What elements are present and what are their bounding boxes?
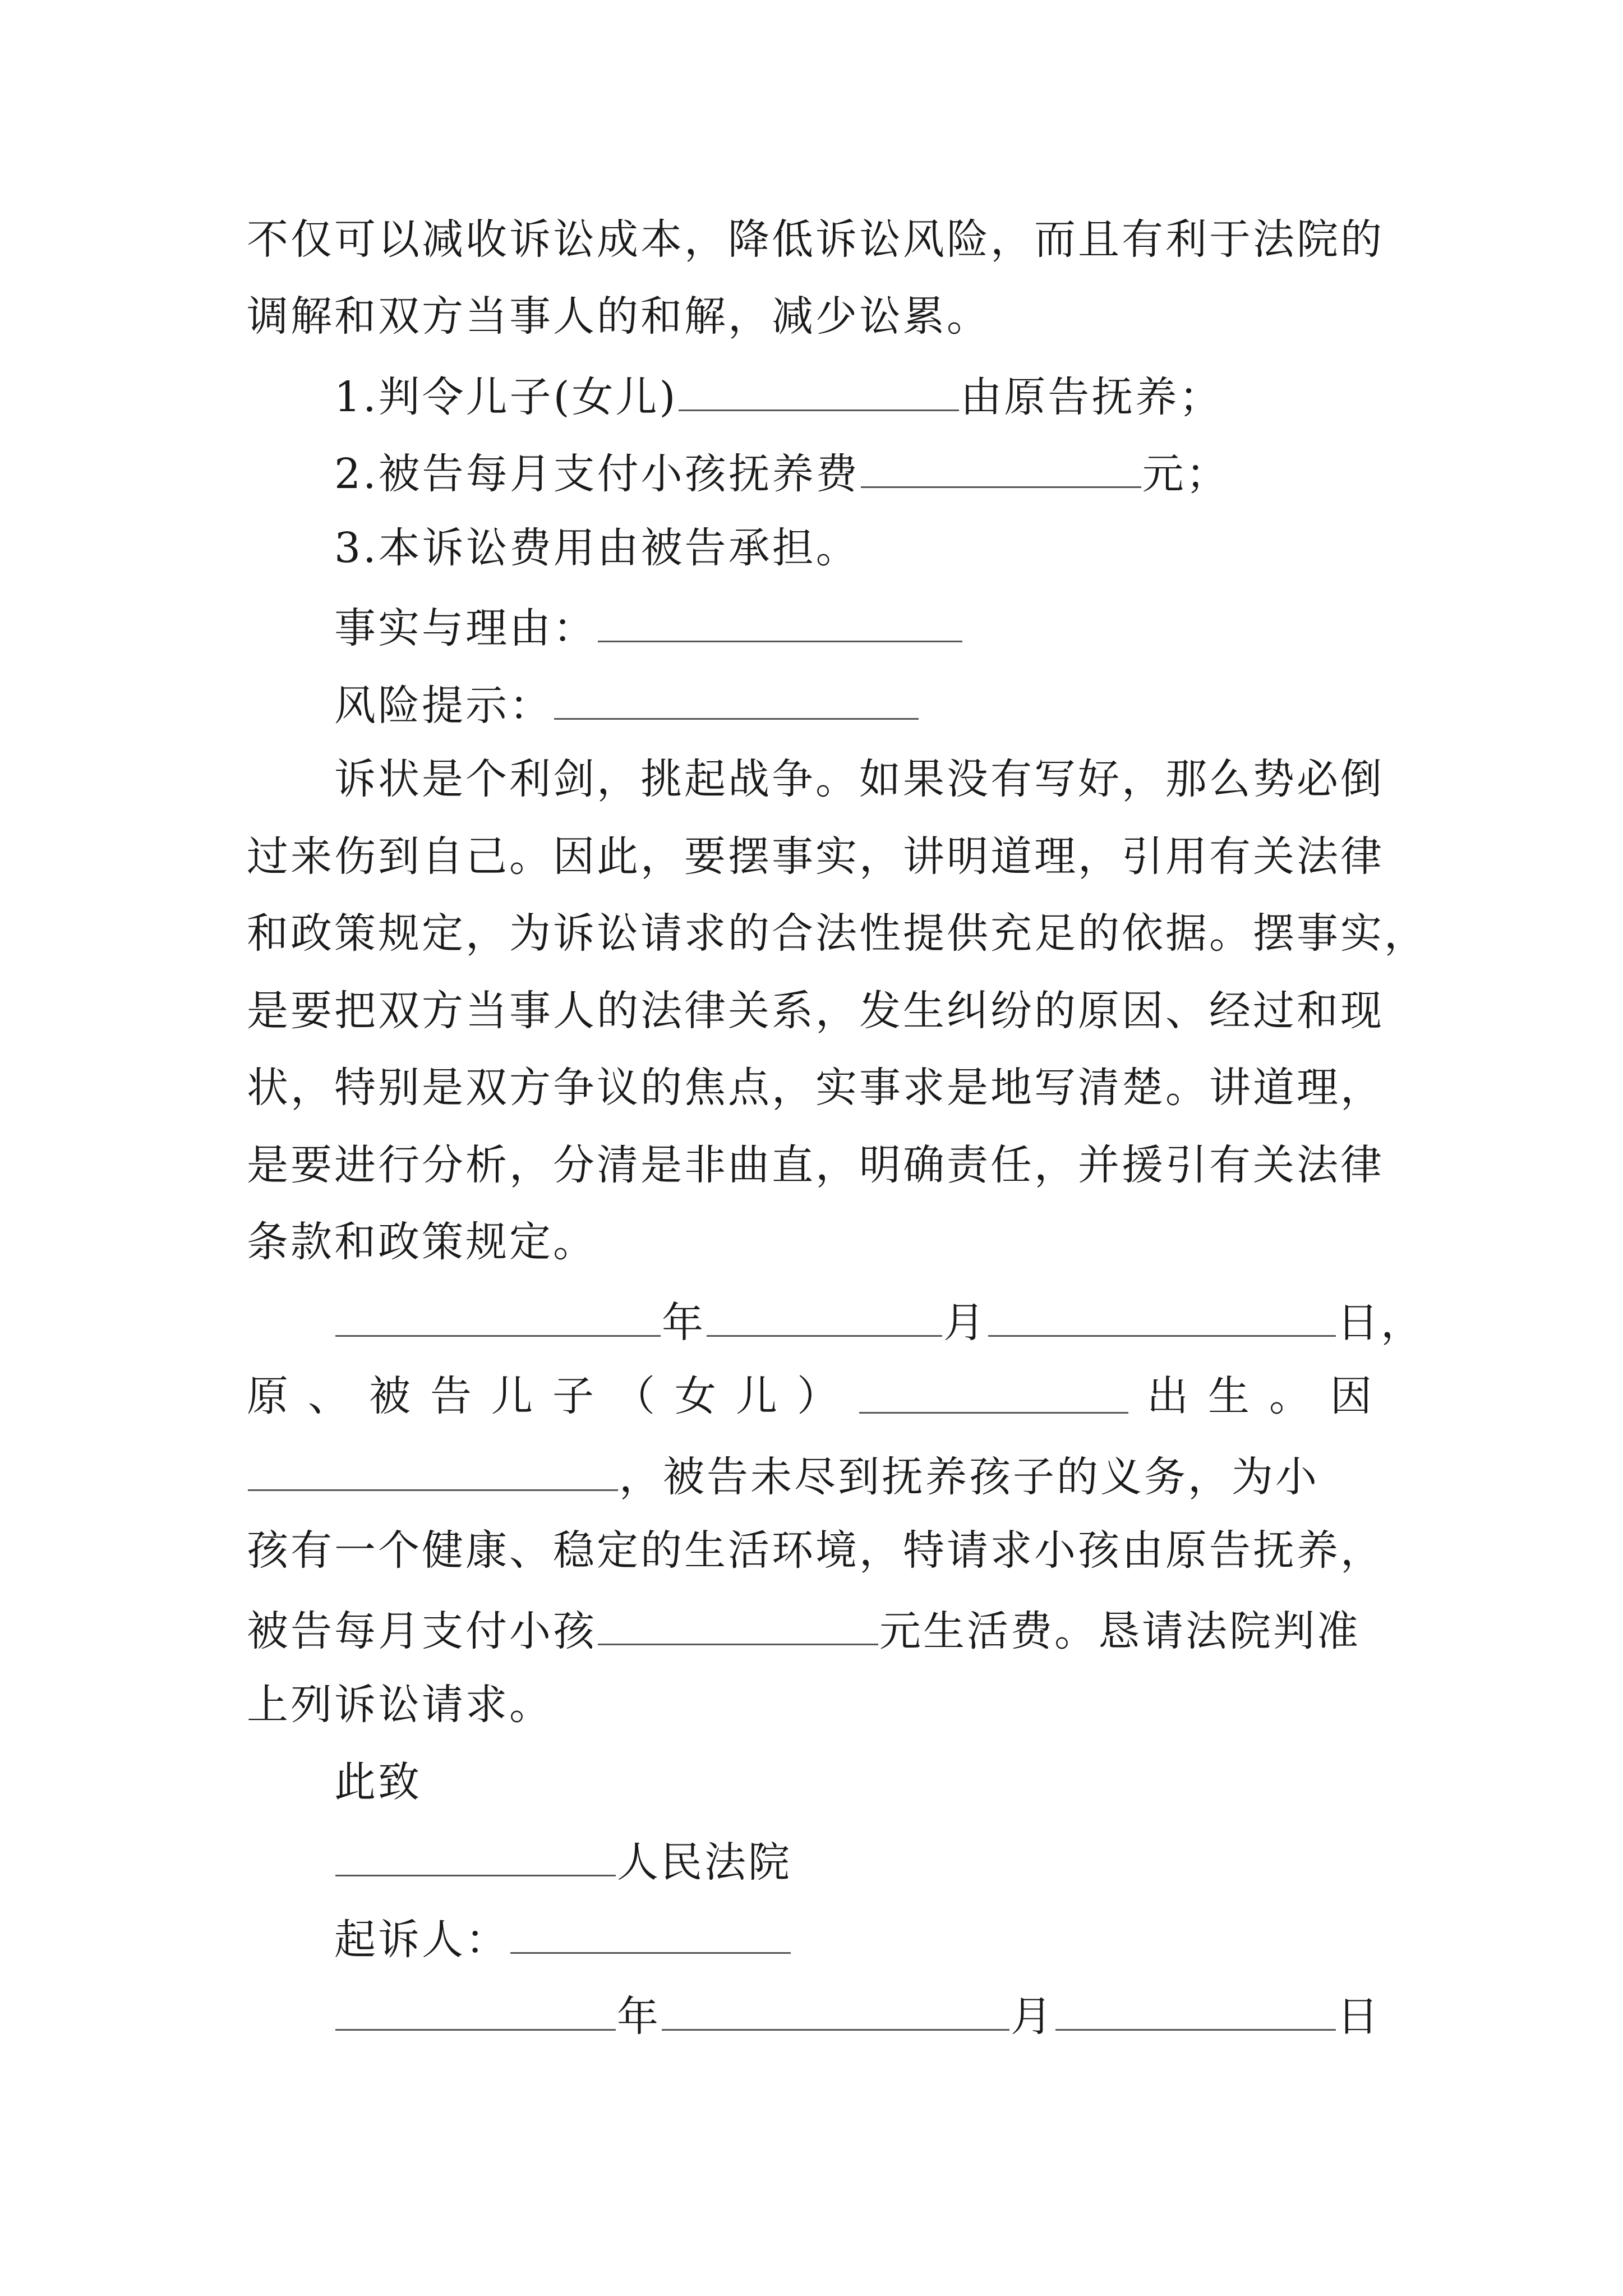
paragraph-line: 孩有一个健康、稳定的生活环境，特请求小孩由原告抚养， — [247, 1526, 1384, 1575]
blank-field[interactable] — [335, 1299, 661, 1337]
sign-date-row — [334, 1993, 1381, 2041]
blank-field[interactable] — [510, 1916, 791, 1954]
risk-paragraph-line: 和政策规定，为诉讼请求的合法性提供充足的依据。摆事实， — [247, 909, 1428, 958]
text-char: 。 — [1269, 1372, 1313, 1420]
text-char: 女 — [675, 1372, 718, 1420]
text-char: 出 — [1147, 1372, 1191, 1420]
blank-field[interactable] — [335, 1993, 616, 2031]
text-char: 原 — [247, 1372, 291, 1420]
text-char: 被 — [369, 1372, 413, 1420]
blank-field[interactable] — [598, 604, 962, 642]
risk-paragraph-line: 是要把双方当事人的法律关系，发生纠纷的原因、经过和现 — [247, 987, 1384, 1035]
text-char: 、 — [308, 1372, 352, 1420]
claim-1 — [334, 373, 1223, 422]
text-char: （ — [614, 1372, 657, 1420]
claim-2 — [334, 450, 1230, 499]
risk-paragraph-line: 是要进行分析，分清是非曲直，明确责任，并援引有关法律 — [247, 1141, 1384, 1189]
year-label: 年 — [662, 1299, 706, 1347]
text-char: 生 — [1208, 1372, 1252, 1420]
risk-paragraph-line: 条款和政策规定。 — [247, 1218, 597, 1266]
claim-1-text: 1.判令儿子(女儿) — [334, 373, 678, 422]
court-label: 人民法院 — [617, 1838, 792, 1887]
text-char: 儿 — [491, 1372, 535, 1420]
blank-field[interactable] — [859, 1375, 1128, 1414]
blank-field[interactable] — [679, 373, 959, 411]
blank-field[interactable] — [861, 450, 1141, 488]
blank-field[interactable] — [707, 1299, 942, 1337]
reason-row — [247, 1453, 1319, 1502]
claim-3: 3.本诉讼费用由被告承担。 — [334, 524, 860, 572]
text-char: 因 — [1330, 1372, 1374, 1420]
text-char: 儿 — [736, 1372, 780, 1420]
blank-field[interactable] — [988, 1299, 1336, 1337]
risk-paragraph-line: 过来伤到自己。因此，要摆事实，讲明道理，引用有关法律 — [247, 832, 1384, 881]
month-label: 月 — [943, 1299, 987, 1347]
fee-suffix: 元生活费。恳请法院判准 — [879, 1607, 1361, 1656]
facts-label: 事实与理由： — [334, 604, 597, 653]
reason-text: ，被告未尽到抚养孩子的义务，为小 — [619, 1453, 1319, 1502]
claim-2-suffix: 元； — [1142, 450, 1230, 499]
facts-row — [334, 604, 963, 653]
risk-paragraph-line: 诉状是个利剑，挑起战争。如果没有写好，那么势必倒 — [334, 755, 1384, 803]
paragraph-line: 调解和双方当事人的和解，减少讼累。 — [247, 292, 990, 341]
sign-month-label: 月 — [1011, 1993, 1054, 2041]
paragraph-line: 上列诉讼请求。 — [247, 1681, 553, 1729]
day-label: 日， — [1337, 1299, 1424, 1347]
fee-row — [247, 1607, 1361, 1656]
plaintiff-row — [334, 1916, 792, 1964]
claim-1-suffix: 由原告抚养； — [960, 373, 1223, 422]
paragraph-line: 不仅可以减收诉讼成本，降低诉讼风险，而且有利于法院的 — [247, 215, 1384, 264]
blank-field[interactable] — [598, 1607, 878, 1645]
text-char: ） — [797, 1372, 841, 1420]
fee-text: 被告每月支付小孩 — [247, 1607, 597, 1656]
risk-paragraph-line: 状，特别是双方争议的焦点，实事求是地写清楚。讲道理， — [247, 1064, 1384, 1112]
plaintiff-label: 起诉人： — [334, 1916, 509, 1964]
birth-row — [247, 1372, 1374, 1420]
risk-row — [334, 682, 920, 730]
blank-field[interactable] — [662, 1993, 1009, 2031]
claim-2-text: 2.被告每月支付小孩抚养费 — [334, 450, 860, 499]
blank-field[interactable] — [1055, 1993, 1336, 2031]
text-char: 告 — [430, 1372, 474, 1420]
blank-field[interactable] — [554, 682, 919, 720]
blank-field[interactable] — [335, 1838, 616, 1876]
court-row — [334, 1838, 792, 1887]
sign-day-label: 日 — [1337, 1993, 1381, 2041]
text-char: 子 — [552, 1372, 596, 1420]
sign-year-label: 年 — [617, 1993, 661, 2041]
blank-field[interactable] — [248, 1453, 618, 1491]
risk-label: 风险提示： — [334, 682, 553, 730]
closing: 此致 — [334, 1758, 422, 1806]
date-row — [334, 1299, 1424, 1347]
